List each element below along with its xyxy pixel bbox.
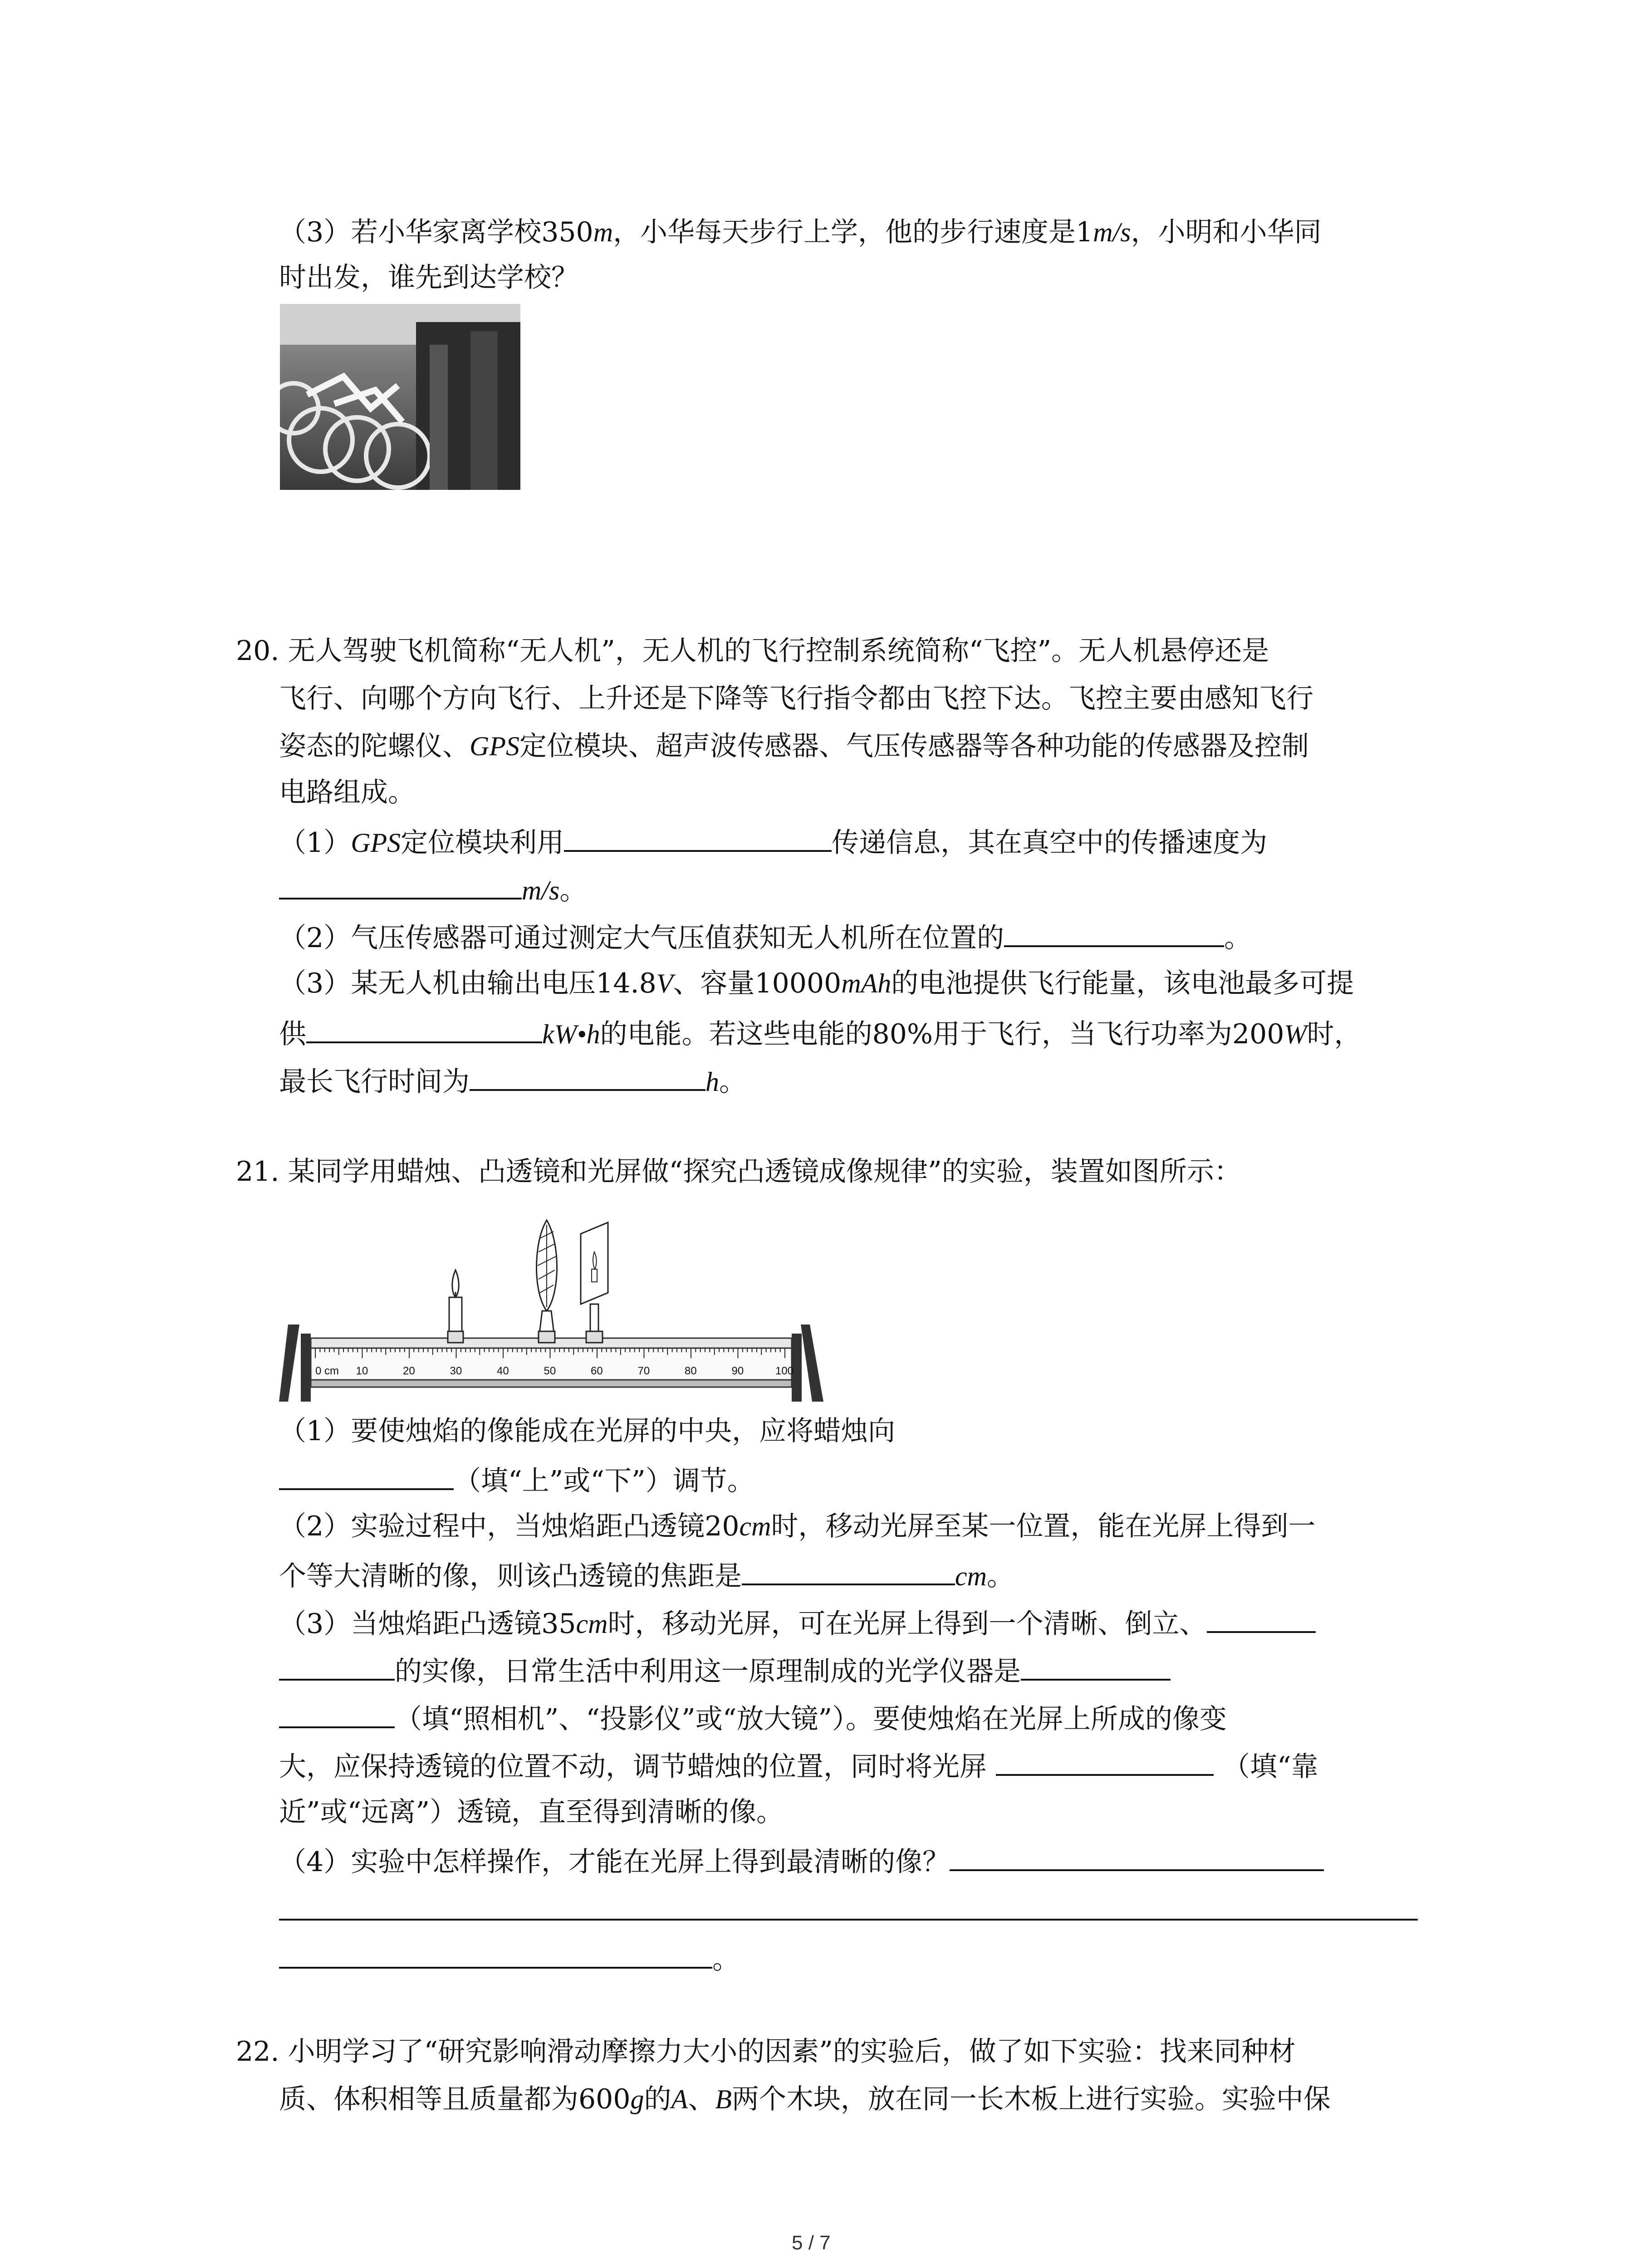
q20-part2 [279,920,1251,954]
q22-stem-line1: 22. 小明学习了“研究影响滑动摩擦力大小的因素”的实验后，做了如下实验：找来同种材 [236,2036,1296,2068]
value: 350 [541,216,593,248]
answer-blank-q21-4a[interactable] [950,1844,1324,1871]
ruler-tick-label: 20 [403,1365,415,1377]
q19-part3-line2: 时出发，谁先到达学校？ [279,262,578,293]
bench-left-post [301,1334,311,1402]
text: （3）当烛焰距凸透镜 [279,1608,542,1640]
q21-part3-line1 [279,1606,1316,1640]
unit: m [593,217,613,247]
value: 14.8 [596,968,656,999]
answer-blank-q20-1a[interactable] [564,825,832,852]
unit: m/s [522,875,560,905]
page-number: 5 / 7 [792,2232,831,2254]
q20-part3-line2 [279,1016,1362,1050]
q21-part3-line3 [279,1701,1227,1735]
text: B [715,2084,732,2114]
value: 1 [1076,216,1093,248]
ruler-tick-label: 90 [731,1365,744,1377]
q20-stem-line3 [279,730,1309,762]
q20-stem-line1: 20. 无人驾驶飞机简称“无人机”，无人机的飞行控制系统简称“飞控”。无人机悬停还是 [236,635,1269,667]
q22-stem-line2 [279,2083,1331,2115]
answer-blank-q21-4c[interactable] [279,1941,712,1969]
q20-stem-line4: 电路组成。 [279,777,415,808]
ruler-tick-label: 50 [544,1365,556,1377]
text: 的实像，日常生活中利用这一原理制成的光学仪器是 [395,1656,1021,1687]
text: 定位模块、超声波传感器、气压传感器等各种功能的传感器及控制 [519,730,1309,762]
text: 、 [688,2083,715,2115]
text: （2）气压传感器可通过测定大气压值获知无人机所在位置的 [279,922,1004,954]
unit: W [1284,1019,1307,1049]
text: 、容量 [673,968,755,999]
answer-blank-q21-3c[interactable] [996,1749,1214,1776]
ruler-tick-label: 40 [497,1365,509,1377]
q20-stem-line2: 飞行、向哪个方向飞行、上升还是下降等飞行指令都由飞控下达。飞控主要由感知飞行 [279,683,1313,714]
bench-rail-bottom [311,1380,792,1387]
value: 600 [578,2083,631,2115]
text: 两个木块，放在同一长木板上进行实验。实验中保 [731,2083,1331,2115]
unit: g [630,2084,644,2114]
answer-blank-q20-3b[interactable] [470,1064,705,1091]
answer-blank-q21-3b-cont[interactable] [279,1701,395,1728]
answer-blank-q21-3a[interactable] [1207,1606,1316,1633]
text: （3）某无人机由输出电压 [279,968,596,999]
light-screen [581,1222,608,1343]
text: 的电池提供飞行能量，该电池最多可提 [891,968,1354,999]
text: （填“靠 [1223,1751,1318,1783]
candle [448,1270,463,1343]
text: ，小华每天步行上学，他的步行速度是 [613,216,1076,248]
bench-left-leg [279,1325,299,1402]
text: 的 [644,2083,671,2115]
text: 时，移动光屏，可在光屏上得到一个清晰、倒立、 [607,1608,1207,1640]
text: （1） [279,827,351,859]
text: 时， [1307,1018,1362,1050]
text: 。 [1224,922,1252,954]
q21-part3-line2 [279,1653,1171,1687]
unit: mAh [841,968,892,998]
unit: cm [576,1609,608,1639]
answer-blank-q20-3a[interactable] [306,1016,542,1043]
text: GPS [470,731,519,761]
text: GPS [351,828,401,858]
unit: cm [955,1561,987,1591]
text: 姿态的陀螺仪、 [279,730,470,762]
answer-blank-q20-2[interactable] [1004,920,1224,947]
value: 10000 [754,968,842,999]
text: 最长飞行时间为 [279,1066,470,1098]
ruler-tick-label: 10 [356,1365,368,1377]
q21-part2-line1 [279,1510,1316,1542]
q21-stem: 21. 某同学用蜡烛、凸透镜和光屏做“探究凸透镜成像规律”的实验，装置如图所示： [236,1156,1241,1188]
bench-right-leg [801,1325,823,1402]
q19-part3-line1 [279,216,1322,248]
text: 供 [279,1018,306,1050]
text: 。 [986,1560,1014,1592]
text: （填“照相机”、“投影仪”或“放大镜”）。要使烛焰在光屏上所成的像变 [395,1703,1227,1735]
q21-part1-line2 [279,1463,754,1497]
answer-blank-q21-2[interactable] [742,1558,955,1585]
answer-blank-q21-3a-cont[interactable] [279,1653,395,1681]
text: ，小明和小华同 [1131,216,1322,248]
text: 质、体积相等且质量都为 [279,2083,578,2115]
q20-part1-line1 [279,825,1267,859]
unit: h [705,1067,719,1097]
ruler-tick-label: 100 [775,1365,794,1377]
text: 。 [559,875,587,906]
q21-part3-line4 [279,1749,1318,1783]
q20-part1-line2 [279,872,587,906]
q20-part3-line1 [279,968,1354,999]
convex-lens [537,1220,557,1343]
optical-bench-diagram [279,1202,855,1406]
text: （4）实验中怎样操作，才能在光屏上得到最清晰的像？ [279,1846,950,1878]
text: 定位模块利用 [401,827,564,859]
text: 。 [719,1066,746,1098]
unit: kW•h [542,1019,600,1049]
text: 个等大清晰的像，则该凸透镜的焦距是 [279,1560,742,1592]
ruler-tick-label: 80 [685,1365,697,1377]
text: 时，移动光屏至某一位置，能在光屏上得到一 [771,1510,1316,1542]
text: 传递信息，其在真空中的传播速度为 [832,827,1268,859]
answer-blank-q20-1b[interactable] [279,872,522,899]
q21-part1-line1: （1）要使烛焰的像能成在光屏的中央，应将蜡烛向 [279,1415,896,1447]
text: 用于飞行，当飞行功率为 [932,1018,1232,1050]
unit: cm [739,1511,771,1541]
q21-part4-line1 [279,1844,1324,1878]
text: A [671,2084,688,2114]
value: 200 [1232,1018,1284,1050]
value: 20 [705,1510,740,1542]
unit: m/s [1093,217,1131,247]
q21-part4-line3 [279,1941,740,1975]
unit: V [656,968,673,998]
value: 35 [541,1608,576,1640]
text: （填“上”或“下”）调节。 [454,1465,754,1497]
text: （3）若小华家离学校 [279,216,542,248]
q20-part3-line3 [279,1064,746,1098]
answer-blank-q21-1[interactable] [279,1463,454,1490]
ruler-tick-label: 70 [637,1365,650,1377]
ruler-tick-label: 60 [591,1365,603,1377]
q21-part3-line5: 近”或“远离”）透镜，直至得到清晰的像。 [279,1796,784,1828]
q21-part2-line2 [279,1558,1014,1592]
ruler-unit-label: 0 cm [315,1365,339,1377]
value: 80% [872,1018,933,1050]
answer-blank-q21-3b[interactable] [1021,1653,1171,1681]
text: 的电能。若这些电能的 [600,1018,872,1050]
bicycle-photo [280,304,520,490]
answer-blank-q21-4b[interactable] [279,1919,1418,1921]
text: 大，应保持透镜的位置不动，调节蜡烛的位置，同时将光屏 [279,1751,987,1783]
text: （2）实验过程中，当烛焰距凸透镜 [279,1510,705,1542]
ruler-tick-label: 30 [450,1365,462,1377]
text: 。 [712,1944,740,1975]
